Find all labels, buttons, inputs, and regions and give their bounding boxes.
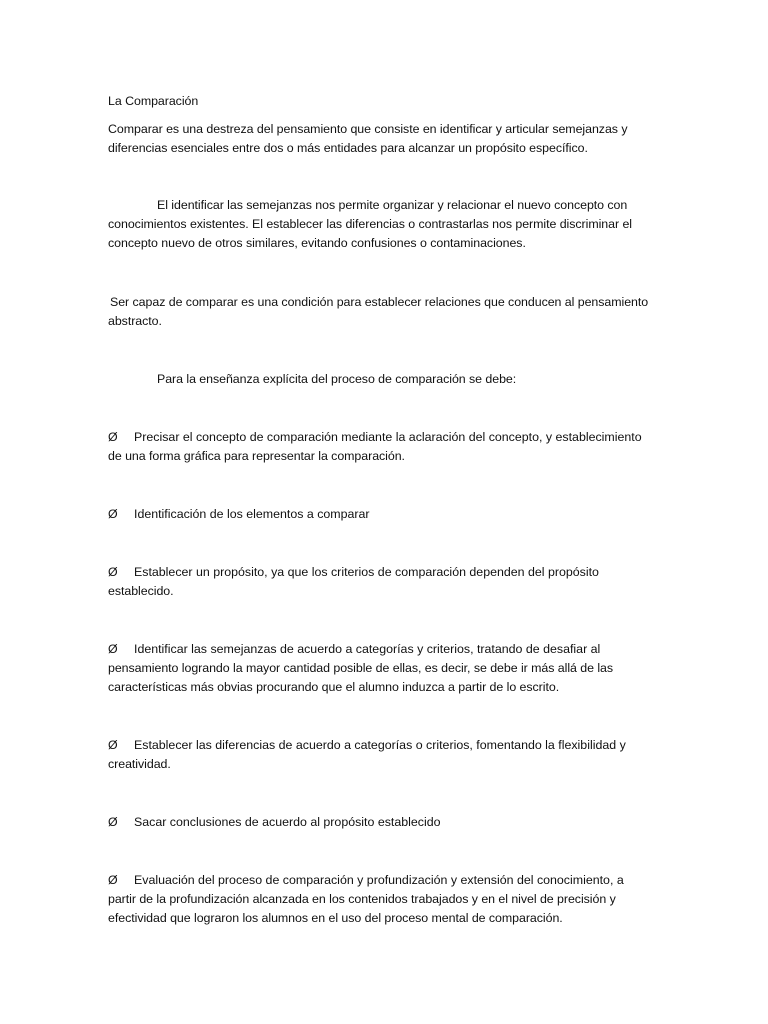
bullet-marker: Ø bbox=[108, 738, 118, 752]
step-text: características más obvias procurando que el alumno induzca a partir de lo escrito. bbox=[108, 680, 560, 694]
steps-intro: Para la enseñanza explícita del proceso de comparación se debe: bbox=[157, 372, 517, 386]
bullet-marker: Ø bbox=[108, 430, 118, 444]
paragraph-line: abstracto. bbox=[108, 314, 162, 328]
bullet-marker: Ø bbox=[108, 873, 118, 887]
bullet-marker: Ø bbox=[108, 565, 118, 579]
definition-line: Comparar es una destreza del pensamiento que consiste en identificar y articular semejanzas y bbox=[108, 122, 628, 136]
paragraph-line: Ser capaz de comparar es una condición para establecer relaciones que conducen al pensamiento bbox=[110, 295, 649, 309]
bullet-marker: Ø bbox=[108, 507, 118, 521]
step-text: partir de la profundización alcanzada en los contenidos trabajados y en el nivel de precisión y bbox=[108, 892, 616, 906]
step-text: creatividad. bbox=[108, 757, 171, 771]
paragraph-line: concepto nuevo de otros similares, evitando confusiones o contaminaciones. bbox=[108, 236, 526, 250]
bullet-marker: Ø bbox=[108, 815, 118, 829]
step-text: efectividad que lograron los alumnos en el uso del proceso mental de comparación. bbox=[108, 911, 563, 925]
definition-line: diferencias esenciales entre dos o más entidades para alcanzar un propósito específico. bbox=[108, 141, 588, 155]
step-text: Identificar las semejanzas de acuerdo a categorías y criterios, tratando de desafiar al bbox=[134, 642, 601, 656]
step-text: Establecer un propósito, ya que los criterios de comparación dependen del propósito bbox=[134, 565, 599, 579]
step-text: pensamiento logrando la mayor cantidad posible de ellas, es decir, se debe ir más allá de las bbox=[108, 661, 614, 675]
step-text: establecido. bbox=[108, 584, 174, 598]
document-title: La Comparación bbox=[108, 94, 199, 108]
step-text: de una forma gráfica para representar la comparación. bbox=[108, 449, 405, 463]
step-text: Precisar el concepto de comparación mediante la aclaración del concepto, y establecimiento bbox=[134, 430, 642, 444]
step-text: Identificación de los elementos a comparar bbox=[134, 507, 370, 521]
step-text: Evaluación del proceso de comparación y profundización y extensión del conocimiento, a bbox=[134, 873, 624, 887]
step-text: Sacar conclusiones de acuerdo al propósito establecido bbox=[134, 815, 441, 829]
step-text: Establecer las diferencias de acuerdo a categorías o criterios, fomentando la flexibilidad y bbox=[134, 738, 626, 752]
paragraph-line: conocimientos existentes. El establecer las diferencias o contrastarlas nos permite discriminar el bbox=[108, 217, 633, 231]
paragraph-line: El identificar las semejanzas nos permite organizar y relacionar el nuevo concepto con bbox=[157, 198, 628, 212]
bullet-marker: Ø bbox=[108, 642, 118, 656]
